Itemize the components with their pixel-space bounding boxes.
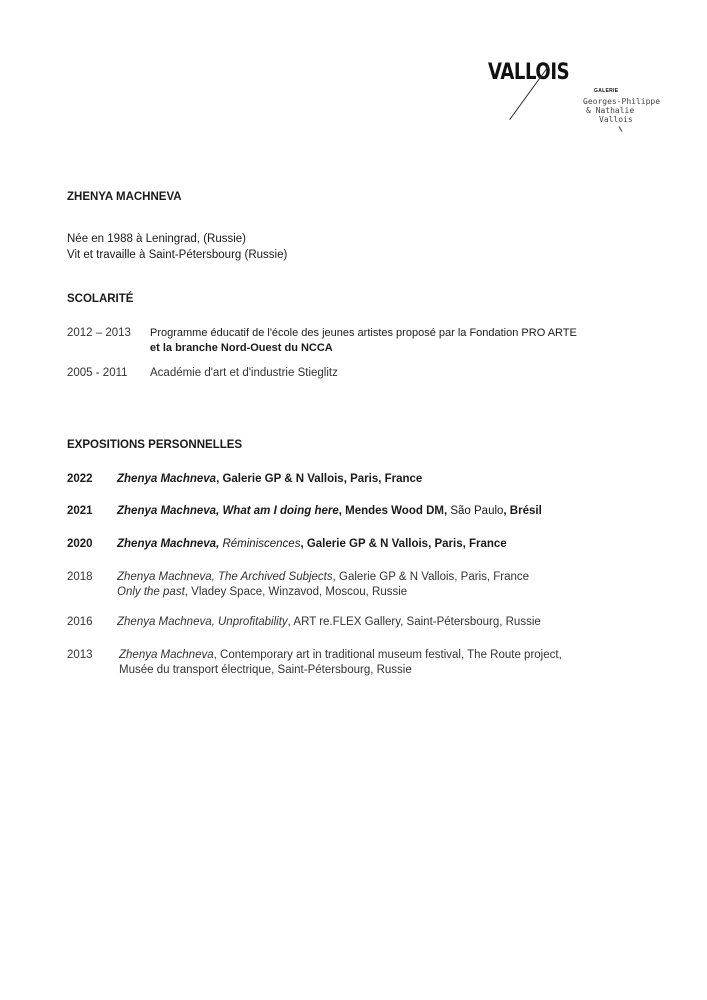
logo-tick-mark [619,126,623,132]
exhibition-title: Zhenya Machneva [117,473,217,485]
exhibition-details [117,472,422,486]
exhibition-venue-2: , Vladey Space, Winzavod, Moscou, Russie [184,586,408,598]
exhibition-details [117,504,542,518]
exhibition-year: 2021 [67,505,93,517]
education-program-branch: et la branche Nord-Ouest du NCCA [150,342,333,354]
exhibition-year: 2020 [67,538,93,550]
artist-lives: Vit et travaille à Saint-Pétersbourg (Russie) [67,249,288,261]
exhibition-venue: , Galerie GP & N Vallois, Paris, France [332,571,530,583]
exhibition-year: 2018 [67,571,93,583]
exhibition-title: Réminiscences [222,538,301,550]
education-years: 2012 – 2013 [67,327,131,339]
exhibition-artist: Zhenya Machneva [119,649,214,661]
exhibition-country: , Brésil [503,505,542,517]
exhibition-title: Zhenya Machneva, What am I doing here [117,505,339,517]
exhibition-details [117,537,507,551]
exhibition-title-2: Only the past [117,586,185,598]
exhibition-title: Zhenya Machneva, Unprofitability [117,616,288,628]
exhibition-venue: Musée du transport électrique, Saint-Pétersbourg, Russie [119,664,412,676]
logo-owner-line-1: Georges-Philippe [583,97,661,106]
exhibition-details [117,615,541,629]
logo-galerie-label: GALERIE [594,88,619,94]
exhibition-venue: , Galerie GP & N Vallois, Paris, France [216,473,423,485]
education-school: Académie d'art et d'industrie Stieglitz [150,367,338,379]
exhibition-details-2 [117,585,407,599]
exhibition-title: Zhenya Machneva, The Archived Subjects [117,571,333,583]
exhibition-venue: , Mendes Wood DM, [338,505,451,517]
exhibition-venue: , ART re.FLEX Gallery, Saint-Pétersbourg, Russie [287,616,541,628]
exhibition-venue: , Galerie GP & N Vallois, Paris, France [300,538,507,550]
artist-born: Née en 1988 à Leningrad, (Russie) [67,233,247,245]
gallery-logo-title: VALLOIS [488,60,570,85]
exhibition-details [119,648,562,662]
logo-owner-line-2: & Nathalie [586,106,635,115]
education-years: 2005 - 2011 [67,367,128,379]
exhibition-details [117,570,529,584]
exhibition-year: 2016 [67,616,93,628]
exhibition-year: 2013 [67,649,93,661]
exhibition-artist: Zhenya Machneva, [117,538,223,550]
exhibition-title: , Contemporary art in traditional museum festival, The Route project, [213,649,562,661]
artist-name: ZHENYA MACHNEVA [67,191,182,203]
exhibition-city: São Paulo [450,505,504,517]
education-heading: SCOLARITÉ [67,293,134,305]
solo-heading: EXPOSITIONS PERSONNELLES [67,439,243,451]
logo-owner-line-3: Vallois [599,115,633,124]
education-program: Programme éducatif de l'école des jeunes artistes proposé par la Fondation PRO ARTE [150,327,577,339]
exhibition-year: 2022 [67,473,93,485]
